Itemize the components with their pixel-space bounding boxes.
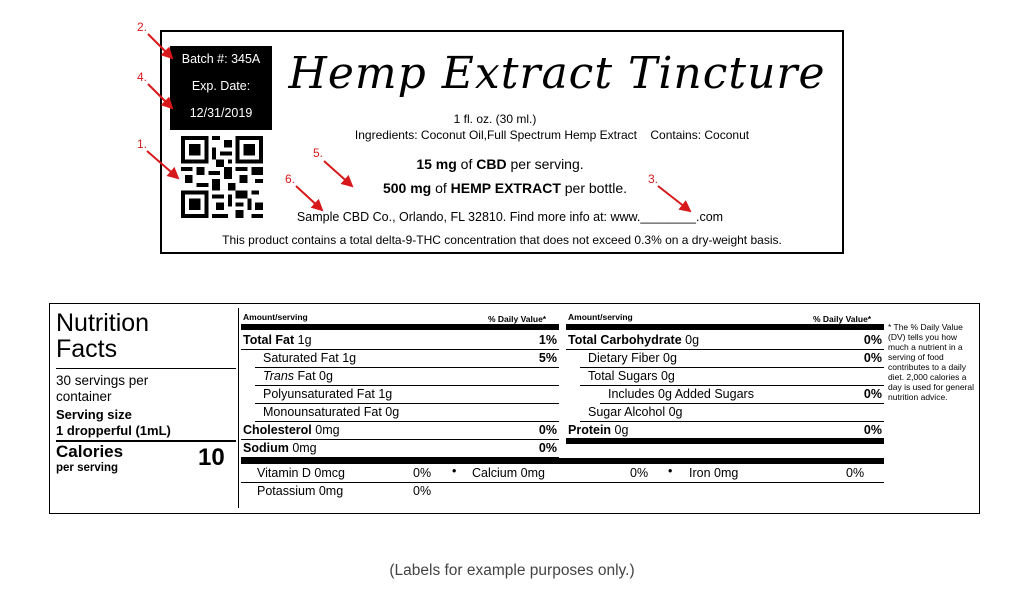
left-nutrient-row — [263, 405, 399, 419]
amount-header-left: Amount/serving — [243, 312, 308, 322]
calories-label: Calories — [56, 442, 124, 461]
expiration-date: 12/31/2019 — [189, 106, 253, 120]
servings-per-container — [56, 373, 148, 405]
divider — [566, 349, 884, 350]
daily-value-pct: 1% — [538, 333, 557, 347]
vitamin-d: Vitamin D 0mcg — [257, 466, 345, 480]
thick-rule — [566, 324, 884, 330]
daily-value-pct: 0% — [538, 441, 557, 455]
left-nutrient-row — [263, 351, 356, 365]
calories-value: 10 — [198, 444, 225, 471]
serving-size-value: 1 dropperful (1mL) — [56, 423, 171, 438]
nutrient-name: Total Carbohydrate — [568, 333, 682, 347]
cbd-of: of — [456, 156, 477, 172]
qr-code — [180, 136, 264, 218]
calcium-pct: 0% — [630, 466, 649, 480]
serving-size — [56, 407, 171, 439]
allergen-contains: Contains: Coconut — [650, 128, 750, 142]
thick-rule — [241, 458, 884, 464]
caption: (Labels for example purposes only.) — [389, 562, 635, 579]
nutrient-amount: 0mg — [288, 441, 317, 455]
potassium-pct: 0% — [413, 484, 432, 498]
amount-header-right: Amount/serving — [568, 312, 633, 322]
ingredients: Ingredients: Coconut Oil,Full Spectrum Hemp Extract — [354, 128, 638, 142]
left-nutrient-row — [263, 369, 333, 383]
product-title: Hemp Extract Tincture — [288, 48, 826, 99]
daily-value-pct: 0% — [863, 387, 882, 401]
daily-value-pct: 0% — [863, 423, 882, 437]
divider — [56, 368, 236, 369]
divider — [241, 482, 884, 483]
batch-info-box — [170, 46, 272, 130]
callout-2: 2. — [137, 20, 148, 34]
servings-line2: container — [56, 389, 112, 404]
bullet: • — [668, 464, 673, 478]
divider — [255, 367, 559, 368]
nutrient-amount: Sugar Alcohol 0g — [588, 405, 683, 419]
left-nutrient-row — [243, 441, 317, 455]
nutrient-name: Cholesterol — [243, 423, 312, 437]
thc-statement: This product contains a total delta-9-THC concentration that does not exceed 0.3% on a dry-weight basis. — [222, 233, 782, 247]
divider — [255, 421, 559, 422]
bullet: • — [452, 464, 457, 478]
nutrient-name: Trans — [263, 369, 295, 383]
left-nutrient-row — [243, 333, 312, 347]
nutrient-amount: Saturated Fat 1g — [263, 351, 357, 365]
hemp-rest: per bottle. — [560, 180, 628, 196]
divider — [600, 403, 884, 404]
daily-value-footnote: * The % Daily Value (DV) tells you how much a nutrient in a serving of food contributes to a daily diet. 2,000 calories a day is used for general nutrition advice. — [888, 322, 974, 402]
divider — [580, 385, 884, 386]
calcium: Calcium 0mg — [472, 466, 545, 480]
column-divider — [238, 308, 239, 508]
left-nutrient-row — [243, 423, 340, 437]
nutrient-name: Sodium — [243, 441, 289, 455]
nutrient-name: Total Fat — [243, 333, 295, 347]
divider — [241, 349, 559, 350]
nutrient-amount: 0mg — [311, 423, 340, 437]
nutrient-amount: Includes 0g Added Sugars — [608, 387, 754, 401]
nutrition-title-line2: Facts — [56, 335, 118, 363]
thick-rule — [241, 324, 559, 330]
divider — [241, 439, 559, 440]
nutrient-amount: Polyunsaturated Fat 1g — [263, 387, 393, 401]
left-nutrient-row — [263, 387, 392, 401]
nutrition-title-line1: Nutrition — [56, 309, 150, 337]
nutrient-amount: 0g — [681, 333, 700, 347]
cbd-rest: per serving. — [506, 156, 584, 172]
right-nutrient-row — [568, 423, 628, 437]
divider — [580, 421, 884, 422]
servings-line1: 30 servings per — [56, 373, 149, 388]
thick-rule — [566, 438, 884, 444]
daily-value-pct: 0% — [863, 351, 882, 365]
daily-value-pct: 0% — [538, 423, 557, 437]
nutrient-amount: Fat 0g — [294, 369, 333, 383]
vitamin-d-pct: 0% — [413, 466, 432, 480]
callout-3: 3. — [648, 172, 659, 186]
hemp-per-bottle — [330, 180, 680, 196]
daily-value-pct: 5% — [538, 351, 557, 365]
dv-header-right: % Daily Value* — [813, 314, 872, 324]
hemp-of: of — [431, 180, 451, 196]
right-nutrient-row — [588, 351, 677, 365]
callout-6: 6. — [285, 172, 296, 186]
divider — [255, 403, 559, 404]
serving-size-label: Serving size — [56, 407, 132, 422]
right-nutrient-row — [588, 369, 675, 383]
expiration-label: Exp. Date: — [191, 79, 251, 93]
company-info: Sample CBD Co., Orlando, FL 32810. Find more info at: www.________.com — [296, 210, 724, 224]
divider — [580, 367, 884, 368]
right-nutrient-row — [588, 405, 683, 419]
callout-1: 1. — [137, 137, 148, 151]
right-nutrient-row — [568, 333, 699, 347]
callout-5: 5. — [313, 146, 324, 160]
nutrition-title — [56, 310, 149, 362]
nutrient-amount: 0g — [611, 423, 629, 437]
batch-number: Batch #: 345A — [181, 52, 261, 66]
iron-pct: 0% — [846, 466, 865, 480]
hemp-amount: 500 mg — [382, 180, 432, 196]
iron: Iron 0mg — [689, 466, 739, 480]
cbd-per-serving — [340, 156, 660, 172]
cbd-amount: 15 mg — [416, 156, 457, 172]
volume: 1 fl. oz. (30 ml.) — [453, 112, 537, 126]
nutrient-amount: 1g — [294, 333, 312, 347]
nutrient-name: Protein — [568, 423, 612, 437]
dv-header-left: % Daily Value* — [488, 314, 547, 324]
callout-4: 4. — [137, 70, 148, 84]
ingredients-line — [322, 128, 782, 142]
nutrient-amount: Monounsaturated Fat 0g — [263, 405, 400, 419]
right-nutrient-row — [608, 387, 754, 401]
per-serving-label: per serving — [56, 462, 118, 474]
daily-value-pct: 0% — [863, 333, 882, 347]
nutrient-amount: Dietary Fiber 0g — [588, 351, 677, 365]
potassium: Potassium 0mg — [257, 484, 344, 498]
divider — [255, 385, 559, 386]
cbd-name: CBD — [476, 156, 507, 172]
hemp-name: HEMP EXTRACT — [450, 180, 561, 196]
nutrient-amount: Total Sugars 0g — [588, 369, 675, 383]
